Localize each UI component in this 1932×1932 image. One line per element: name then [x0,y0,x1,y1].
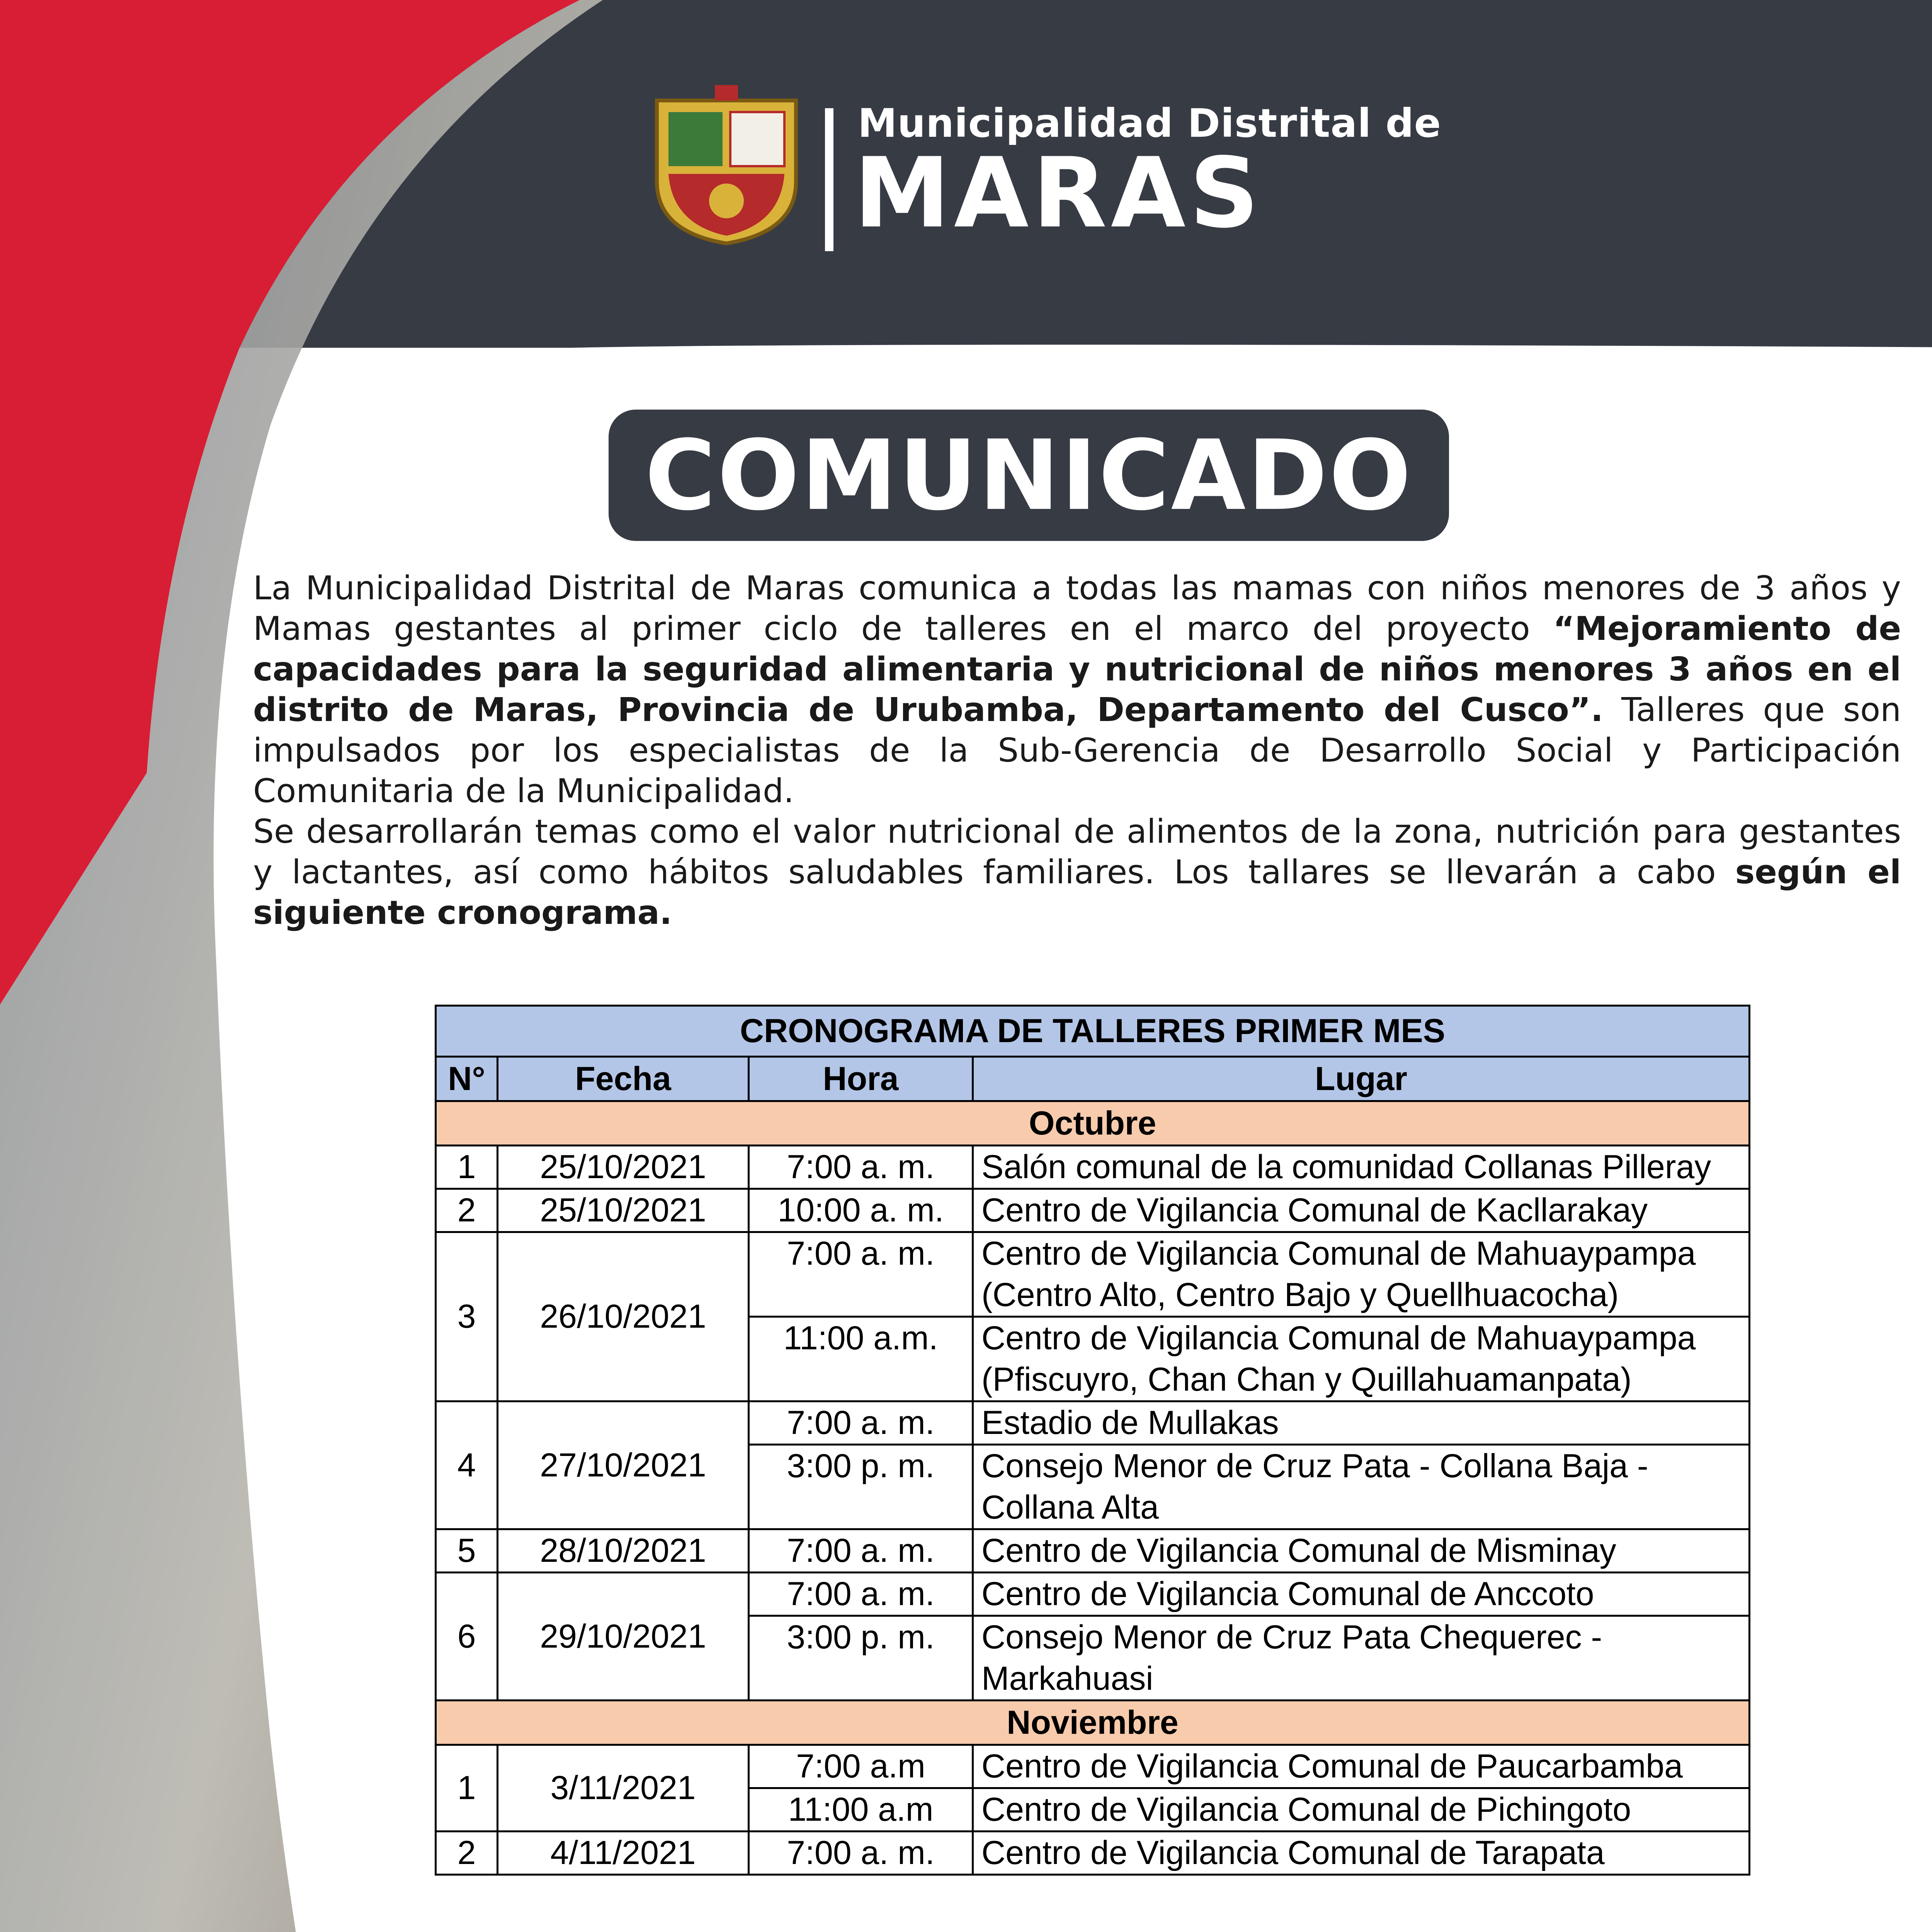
row-lugar: Centro de Vigilancia Comunal de Mahuaypampa (Pfiscuyro, Chan Chan y Quillahuamanpata) [973,1317,1750,1401]
row-fecha: 28/10/2021 [498,1529,749,1573]
row-fecha: 27/10/2021 [498,1401,749,1529]
row-hora: 7:00 a. m. [749,1832,973,1875]
row-hora: 7:00 a. m. [749,1401,973,1445]
row-lugar: Centro de Vigilancia Comunal de Pichingoto [973,1788,1750,1832]
month-label: Octubre [436,1101,1750,1146]
header-num: N° [436,1057,498,1101]
header-lugar: Lugar [973,1057,1750,1101]
table-row [436,1745,1750,1788]
intro-text [253,568,1901,933]
row-num: 5 [436,1529,498,1573]
month-row-october [436,1101,1750,1146]
row-num: 4 [436,1401,498,1529]
row-num: 1 [436,1146,498,1189]
row-hora: 7:00 a. m. [749,1573,973,1616]
row-hora: 7:00 a. m. [749,1146,973,1189]
row-lugar: Consejo Menor de Cruz Pata Chequerec - Markahuasi [973,1616,1750,1701]
table-row [436,1529,1750,1573]
row-lugar: Estadio de Mullakas [973,1401,1750,1445]
month-row-november [436,1701,1750,1745]
month-label: Noviembre [436,1701,1750,1745]
table-row [436,1189,1750,1232]
page-title: COMUNICADO [645,419,1413,532]
row-num: 3 [436,1232,498,1401]
row-num: 1 [436,1745,498,1832]
row-lugar: Salón comunal de la comunidad Collanas Pilleray [973,1146,1750,1189]
municipality-label: Municipalidad Distrital de [858,100,1441,146]
table-row [436,1573,1750,1616]
row-fecha: 25/10/2021 [498,1146,749,1189]
logo-divider [825,108,833,251]
title-badge [609,410,1449,541]
row-lugar: Centro de Vigilancia Comunal de Paucarbamba [973,1745,1750,1788]
row-hora: 7:00 a.m [749,1745,973,1788]
intro-paragraph-2: Se desarrollarán temas como el valor nutricional de alimentos de la zona, nutrición para gestantes y lactantes, así como hábitos saludables familiares. Los tallares se llevarán a cabo según el siguiente cronograma. [253,813,1901,932]
row-fecha: 3/11/2021 [498,1745,749,1832]
row-fecha: 29/10/2021 [498,1573,749,1701]
row-lugar: Centro de Vigilancia Comunal de Misminay [973,1529,1750,1573]
row-lugar: Centro de Vigilancia Comunal de Anccoto [973,1573,1750,1616]
table-row [436,1401,1750,1445]
row-hora: 7:00 a. m. [749,1232,973,1317]
table-row [436,1146,1750,1189]
table-title: CRONOGRAMA DE TALLERES PRIMER MES [436,1006,1750,1057]
row-num: 2 [436,1832,498,1875]
row-hora: 10:00 a. m. [749,1189,973,1232]
row-lugar: Centro de Vigilancia Comunal de Mahuaypampa (Centro Alto, Centro Bajo y Quellhuacocha) [973,1232,1750,1317]
table-row [436,1832,1750,1875]
header-hora: Hora [749,1057,973,1101]
row-hora: 7:00 a. m. [749,1529,973,1573]
table-header-row [436,1057,1750,1101]
row-hora: 11:00 a.m [749,1788,973,1832]
table-row [436,1232,1750,1317]
row-lugar: Centro de Vigilancia Comunal de Tarapata [973,1832,1750,1875]
coat-of-arms-icon [649,85,804,247]
row-lugar: Centro de Vigilancia Comunal de Kacllarakay [973,1189,1750,1232]
row-fecha: 26/10/2021 [498,1232,749,1401]
row-hora: 3:00 p. m. [749,1616,973,1701]
municipality-logo [649,77,1441,263]
row-lugar: Consejo Menor de Cruz Pata - Collana Baja - Collana Alta [973,1445,1750,1529]
row-hora: 3:00 p. m. [749,1445,973,1529]
intro-paragraph-1: La Municipalidad Distrital de Maras comunica a todas las mamas con niños menores de 3 años y Mamas gestantes al primer ciclo de talleres en el marco del proyecto “Mejoramiento de capacidades para la seguridad alimentaria y nutricional de niños menores 3 años en el distrito de Maras, Provincia de Urubamba, Departamento del Cusco”. Talleres que son impulsados por los especialistas de la Sub-Gerencia de Desarrollo Social y Participación Comunitaria de la Municipalidad. [253,569,1901,810]
row-num: 2 [436,1189,498,1232]
header-fecha: Fecha [498,1057,749,1101]
table-title-row [436,1006,1750,1057]
row-fecha: 25/10/2021 [498,1189,749,1232]
row-fecha: 4/11/2021 [498,1832,749,1875]
municipality-name: MARAS [854,137,1263,249]
row-hora: 11:00 a.m. [749,1317,973,1401]
schedule-table [435,1005,1750,1876]
row-num: 6 [436,1573,498,1701]
